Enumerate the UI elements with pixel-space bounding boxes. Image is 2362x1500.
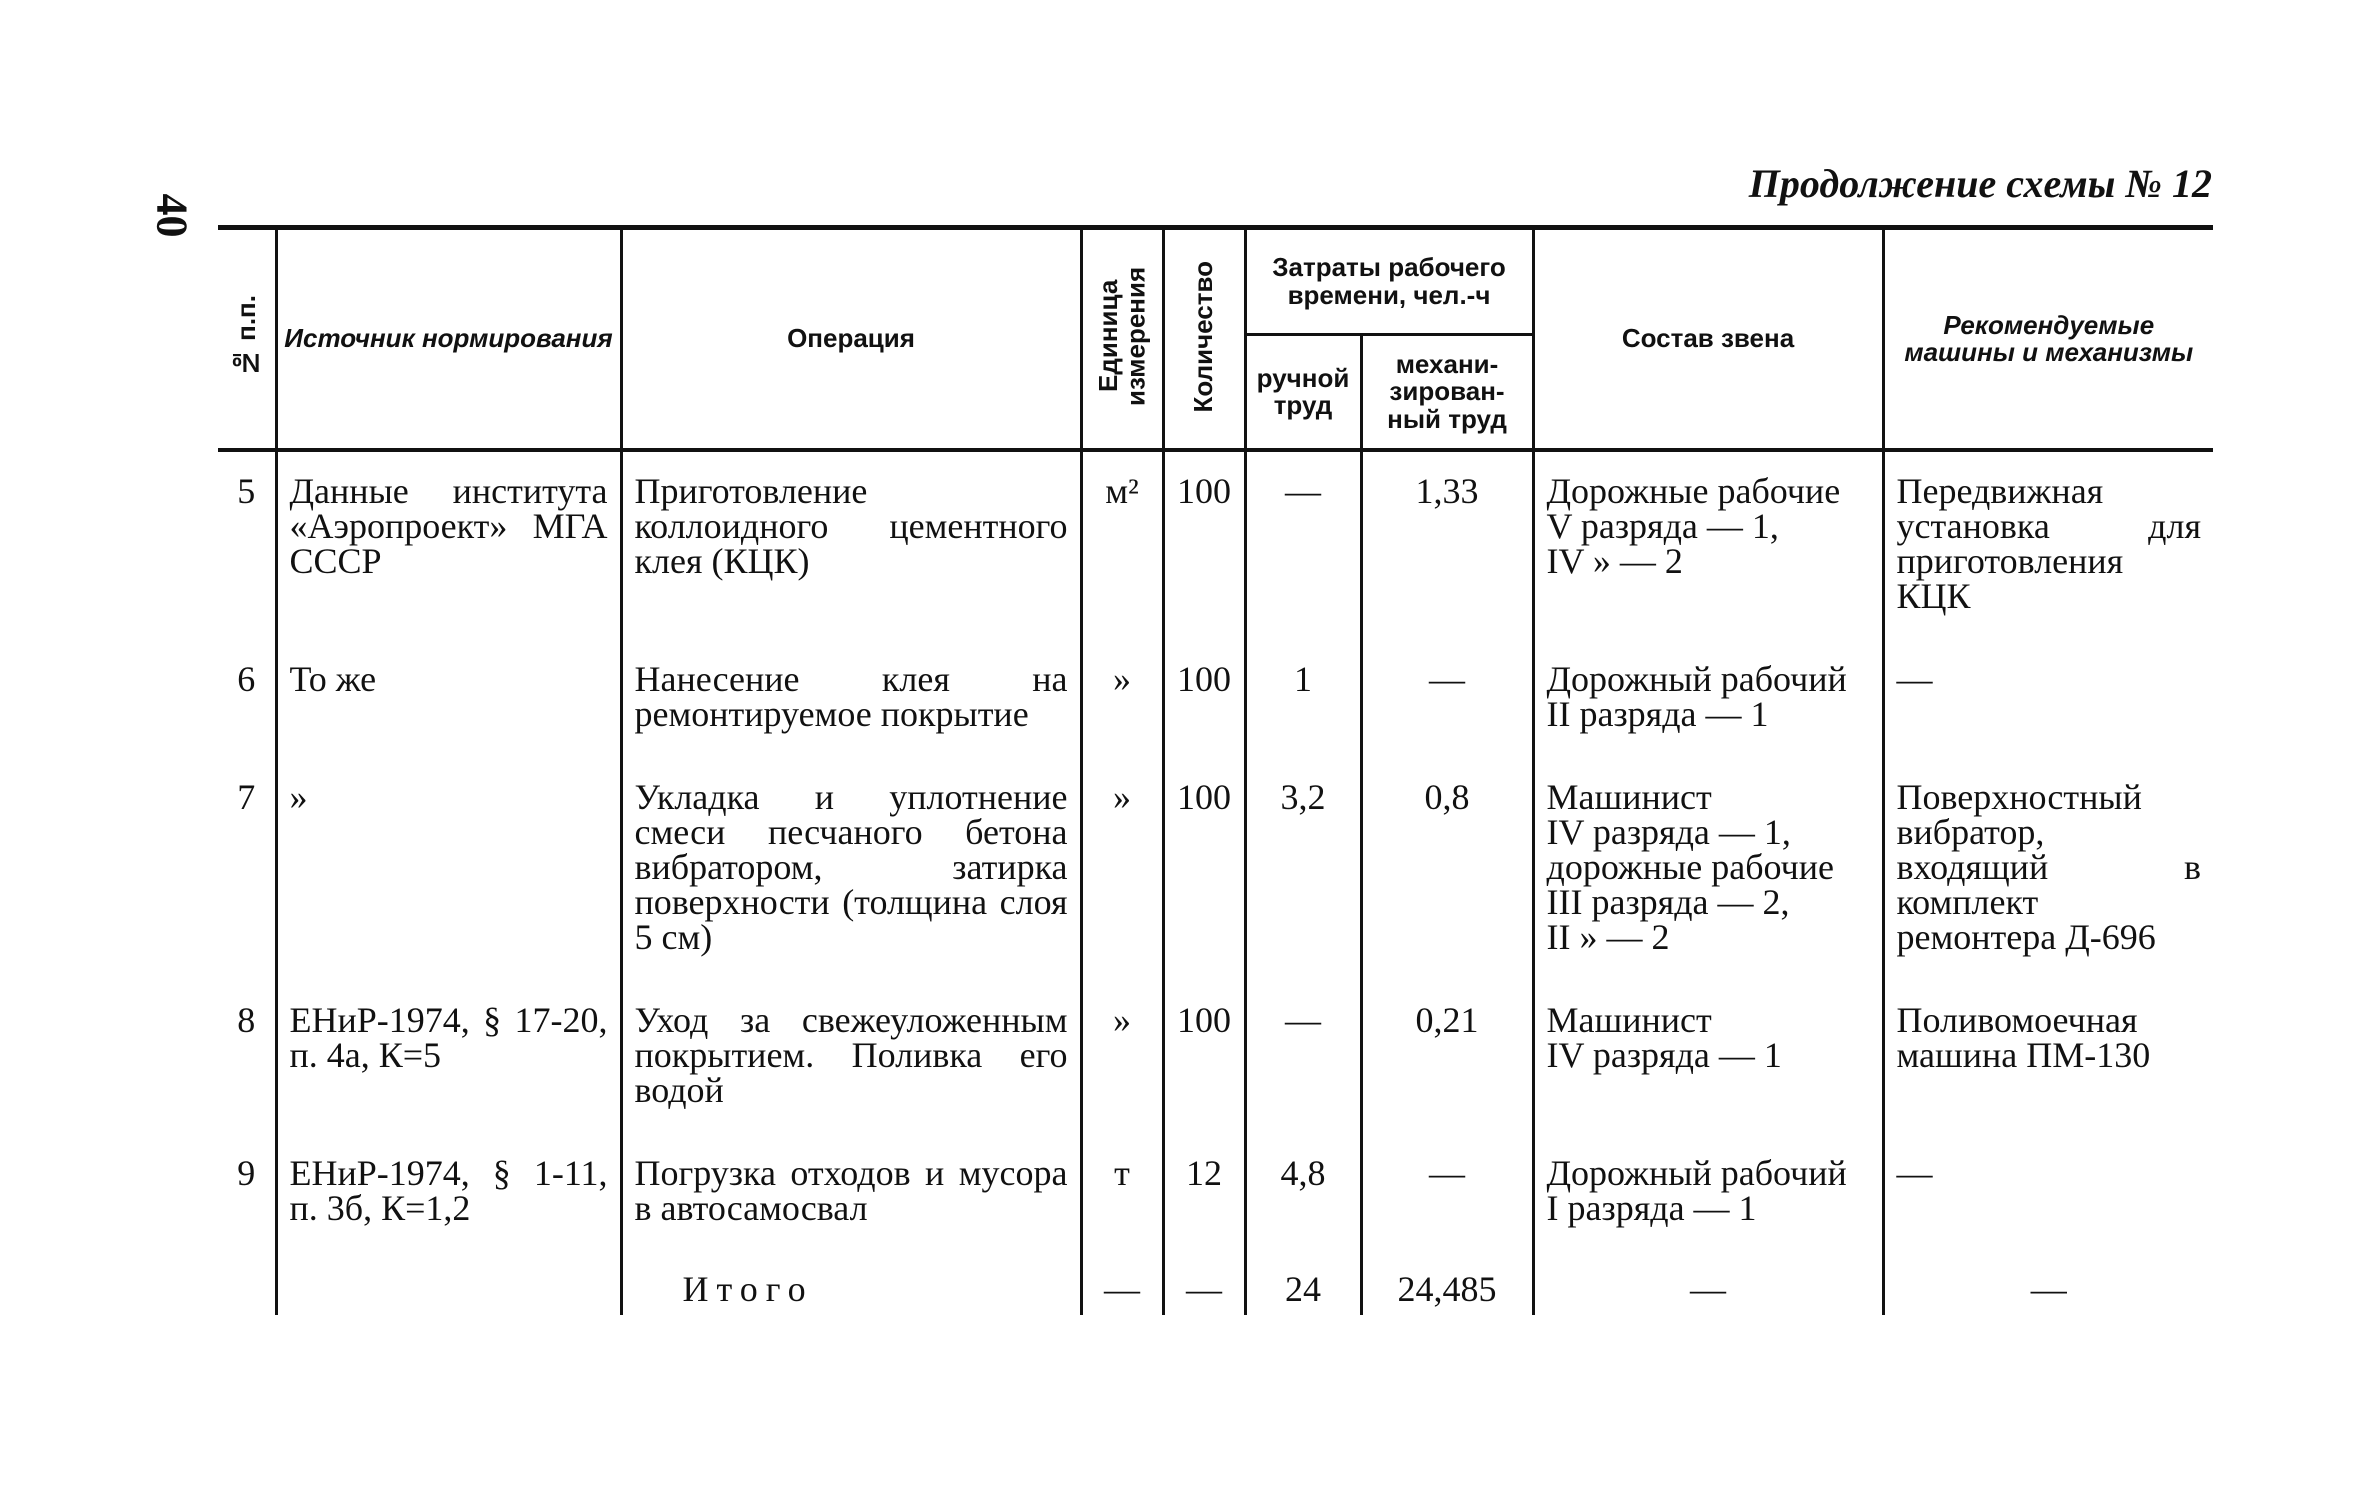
crew-line: II разряда — 1	[1546, 694, 1769, 734]
total-quantity: —	[1163, 1252, 1245, 1315]
header-mechanized: механи-зирован-ный труд	[1361, 335, 1533, 451]
row-mechanized: —	[1361, 1134, 1533, 1252]
crew-line: II » — 2	[1546, 917, 1670, 957]
row-operation: Укладка и уплотнение смеси песчаного бетона вибратором, затирка поверхности (толщина слоя 5 см)	[621, 758, 1081, 981]
row-num: 7	[237, 777, 256, 817]
crew-line: I разряда — 1	[1546, 1188, 1757, 1228]
row-num: 6	[237, 659, 256, 699]
header-source: Источник нормирования	[276, 228, 621, 451]
crew-line: Дорожный рабочий	[1546, 1153, 1847, 1193]
row-manual: —	[1245, 450, 1361, 640]
row-quantity: 100	[1163, 758, 1245, 981]
row-crew	[1533, 1134, 1883, 1252]
continuation-title: Продолжение схемы № 12	[1748, 161, 2212, 206]
header-quantity: Количество	[1163, 228, 1245, 451]
table-row	[218, 450, 2213, 640]
row-manual: 3,2	[1245, 758, 1361, 981]
total-row	[218, 1252, 2213, 1315]
table-row	[218, 981, 2213, 1134]
row-manual: 1	[1245, 640, 1361, 758]
row-machines: Поверхностный вибратор, входящий в комплект ремонтера Д-696	[1883, 758, 2213, 981]
row-operation: Уход за свежеуложенным покрытием. Поливка его водой	[621, 981, 1081, 1134]
header-manual: ручной труд	[1245, 335, 1361, 451]
total-mechanized: 24,485	[1361, 1252, 1533, 1315]
row-unit: »	[1081, 640, 1163, 758]
row-num: 9	[237, 1153, 256, 1193]
row-crew	[1533, 640, 1883, 758]
row-source: То же	[276, 640, 621, 758]
row-mechanized: 1,33	[1361, 450, 1533, 640]
row-crew	[1533, 758, 1883, 981]
header-labor-group: Затраты рабочего времени, чел.-ч	[1245, 228, 1533, 335]
crew-line: III разряда — 2,	[1546, 882, 1790, 922]
crew-line: IV » — 2	[1546, 541, 1683, 581]
row-operation: Погрузка отходов и мусора в автосамосвал	[621, 1134, 1081, 1252]
crew-line: IV разряда — 1,	[1546, 812, 1791, 852]
table-row	[218, 1134, 2213, 1252]
row-mechanized: —	[1361, 640, 1533, 758]
row-num: 8	[237, 1000, 256, 1040]
row-mechanized: 0,8	[1361, 758, 1533, 981]
total-machines: —	[1883, 1252, 2213, 1315]
table-row	[218, 758, 2213, 981]
header-num: № п.п.	[218, 228, 276, 451]
row-mechanized: 0,21	[1361, 981, 1533, 1134]
row-quantity: 100	[1163, 981, 1245, 1134]
row-unit: т	[1081, 1134, 1163, 1252]
header-unit: Единица измерения	[1081, 228, 1163, 451]
total-source	[276, 1252, 621, 1315]
row-source: ЕНиР-1974, § 1-11, п. 3б, К=1,2	[276, 1134, 621, 1252]
row-operation: Нанесение клея на ремонтируемое покрытие	[621, 640, 1081, 758]
row-source: »	[276, 758, 621, 981]
total-manual: 24	[1245, 1252, 1361, 1315]
row-quantity: 12	[1163, 1134, 1245, 1252]
crew-line: IV разряда — 1	[1546, 1035, 1782, 1075]
row-source: Данные института «Аэропроект» МГА СССР	[276, 450, 621, 640]
total-label: Итого	[621, 1252, 1081, 1315]
crew-line: дорожные рабочие	[1546, 847, 1834, 887]
row-operation: Приготовление коллоидного цементного клея (КЦК)	[621, 450, 1081, 640]
total-num	[218, 1252, 276, 1315]
row-unit: м²	[1081, 450, 1163, 640]
crew-line: Машинист	[1546, 1000, 1712, 1040]
row-num: 5	[237, 471, 256, 511]
row-manual: 4,8	[1245, 1134, 1361, 1252]
row-crew	[1533, 450, 1883, 640]
row-machines: Передвижная установка для приготовления КЦК	[1883, 450, 2213, 640]
header-crew: Состав звена	[1533, 228, 1883, 451]
row-crew	[1533, 981, 1883, 1134]
header-operation: Операция	[621, 228, 1081, 451]
row-unit: »	[1081, 758, 1163, 981]
row-unit: »	[1081, 981, 1163, 1134]
table-row	[218, 640, 2213, 758]
crew-line: V разряда — 1,	[1546, 506, 1779, 546]
crew-line: Дорожный рабочий	[1546, 659, 1847, 699]
norms-table	[218, 225, 2213, 1315]
total-crew: —	[1533, 1252, 1883, 1315]
crew-line: Дорожные рабочие	[1546, 471, 1841, 511]
row-quantity: 100	[1163, 640, 1245, 758]
row-machines: —	[1883, 1134, 2213, 1252]
crew-line: Машинист	[1546, 777, 1712, 817]
row-manual: —	[1245, 981, 1361, 1134]
row-machines: Поливомоечная машина ПМ-130	[1883, 981, 2213, 1134]
row-source: ЕНиР-1974, § 17-20, п. 4а, К=5	[276, 981, 621, 1134]
total-unit: —	[1081, 1252, 1163, 1315]
page-number: 40	[147, 193, 197, 238]
row-quantity: 100	[1163, 450, 1245, 640]
header-machines: Рекомендуемые машины и механизмы	[1883, 228, 2213, 451]
row-machines: —	[1883, 640, 2213, 758]
